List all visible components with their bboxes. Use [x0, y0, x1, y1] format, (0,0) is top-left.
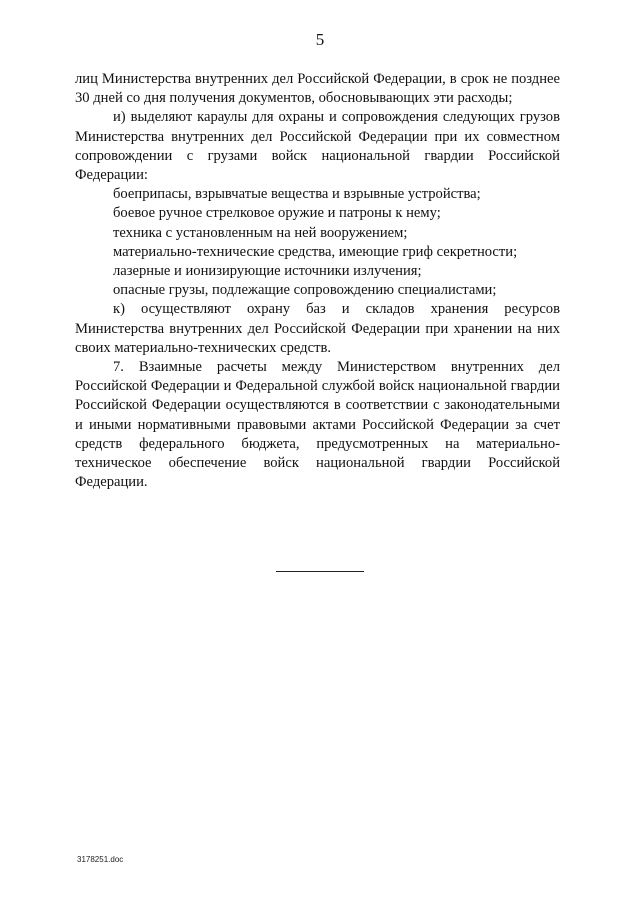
- footer-document-code: 3178251.doc: [77, 855, 124, 864]
- page-number: 5: [315, 30, 325, 49]
- document-body: [75, 70, 560, 492]
- list-item: материально-технические средства, имеющие гриф секретности;: [113, 243, 518, 260]
- paragraph-item-i: и) выделяют караулы для охраны и сопровождения следующих грузов Министерства внутренних дел Российской Федерации при их совместном сопровождении с грузами войск национальной гвардии Российской Федерации:: [75, 109, 560, 184]
- list-item: техника с установленным на ней вооружением;: [113, 224, 408, 241]
- paragraph-item-k: к) осуществляют охрану баз и складов хранения ресурсов Министерства внутренних дел Российской Федерации при хранении на них своих материально-технических средств.: [75, 301, 560, 356]
- list-item: лазерные и ионизирующие источники излучения;: [113, 263, 422, 280]
- list-item: опасные грузы, подлежащие сопровождению специалистами;: [113, 282, 497, 299]
- list-item: боевое ручное стрелковое оружие и патроны к нему;: [113, 205, 441, 222]
- end-separator-line: [276, 571, 364, 572]
- paragraph-continuation: лиц Министерства внутренних дел Российской Федерации, в срок не позднее 30 дней со дня получения документов, обосновывающих эти расходы;: [75, 71, 560, 107]
- list-item: боеприпасы, взрывчатые вещества и взрывные устройства;: [113, 186, 481, 203]
- paragraph-section-7: 7. Взаимные расчеты между Министерством внутренних дел Российской Федерации и Федеральной службой войск национальной гвардии Российской Федерации осуществляются в соответствии с законодательными и иными нормативными правовыми актами Российской Федерации за счет средств федерального бюджета, предусмотренных на материально-техническое обеспечение войск национальной гвардии Российской Федерации.: [75, 359, 560, 491]
